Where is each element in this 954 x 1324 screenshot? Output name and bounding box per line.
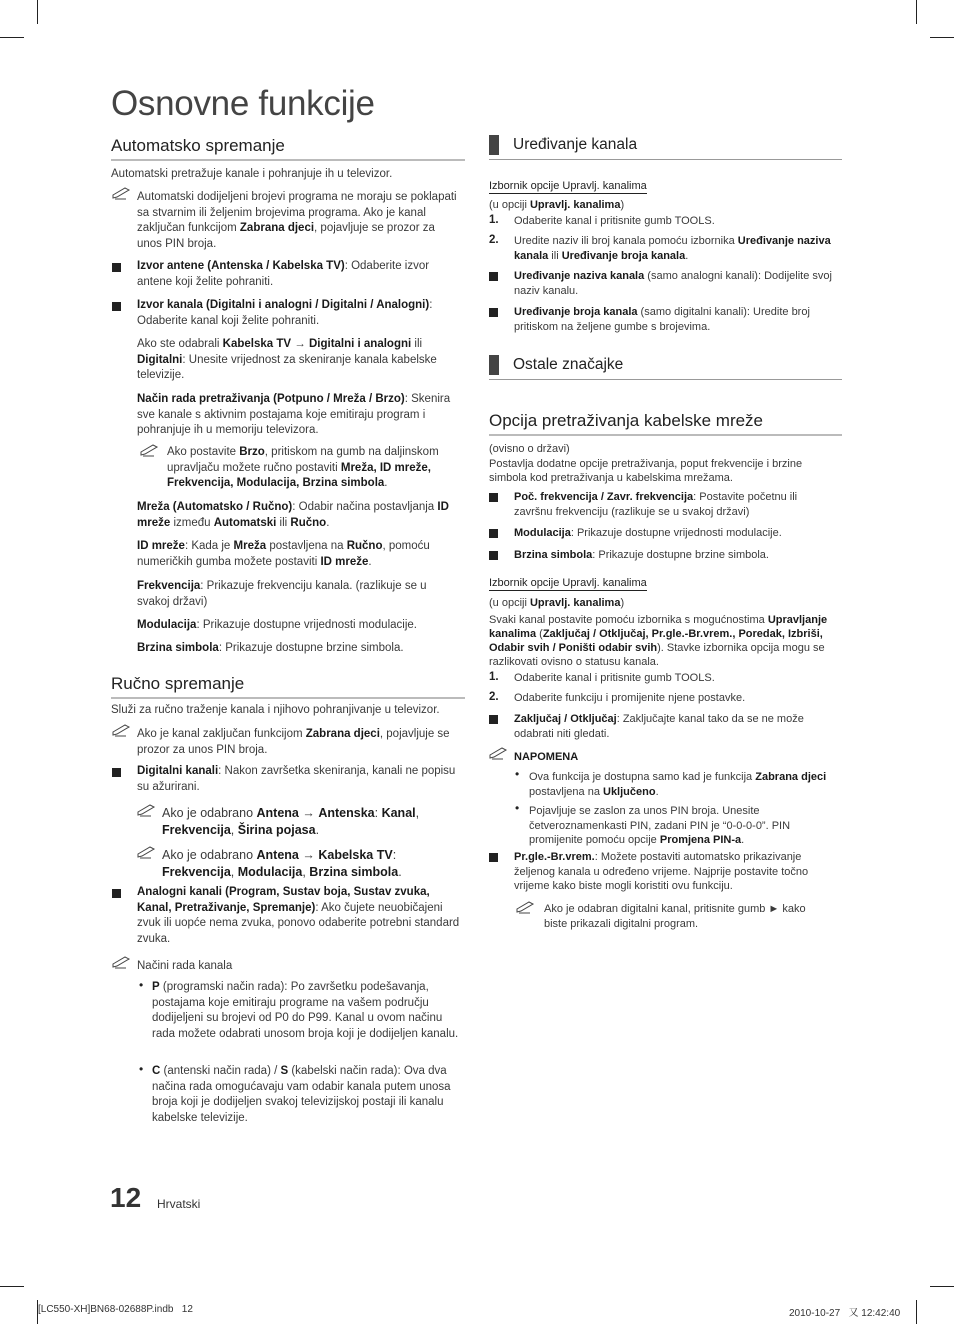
paragraph: Ako ste odabrali Kabelska TV → Digitalni i analogni ili Digitalni: Unesite vrijednost za skeniranje kanala kabelske televizije. xyxy=(137,338,437,381)
bullet-text: Poč. frekvencija / Zavr. frekvencija: Postavite početnu ili završnu frekvenciju (razlikuje se u svakoj državi) xyxy=(514,491,798,518)
section-automatsko-spremanje xyxy=(111,136,465,161)
step-number: 2. xyxy=(489,691,499,703)
bullet-text: Uređivanje naziva kanala (samo analogni kanali): Dodijelite svoj naziv kanalu. xyxy=(514,270,832,297)
menu-link: Izbornik opcije Upravlj. kanalima xyxy=(489,577,647,589)
note-icon xyxy=(112,723,131,737)
bullet-text: Analogni kanali (Program, Sustav boja, Sustav zvuka, Kanal, Pretraživanje, Spremanje): Ako čujete neuobičajeni zvuk ili uopće nema zvuka, ponovo odaberite potrebni standard zvuka. xyxy=(137,886,460,945)
bullet-dot: • xyxy=(515,801,520,815)
note-icon xyxy=(516,900,535,914)
note-icon xyxy=(112,955,131,969)
dot-text: C (antenski način rada) / S (kabelski način rada): Ova dva načina rada omogućavaju vam odabir kanala putem unosa broja koji je dodijeljen svakoj televizijskoj postaji ili kanalu kabelske televizije. xyxy=(152,1065,451,1124)
bullet-text: Modulacija: Prikazuje dostupne vrijednosti modulacije. xyxy=(514,527,782,539)
section-heading: Ručno spremanje xyxy=(111,674,465,699)
intro-text: Služi za ručno traženje kanala i njihovo pohranjivanje u televizor. xyxy=(111,704,440,716)
dot-text: Pojavljuje se zaslon za unos PIN broja. Unesite četveroznamenkasti PIN, zadani PIN je “0-0-0-0”. PIN promijenite pomoću opcije Promjena PIN-a. xyxy=(529,805,791,846)
section-opcija-pretrazivanja xyxy=(489,411,842,436)
bullet-square xyxy=(112,889,121,898)
section-heading: Opcija pretraživanja kabelske mreže xyxy=(489,411,842,436)
bullet-text: Brzina simbola: Prikazuje dostupne brzine simbola. xyxy=(514,549,769,561)
intro-text: Automatski pretražuje kanale i pohranjuje ih u televizor. xyxy=(111,168,393,180)
step-text: Odaberite kanal i pritisnite gumb TOOLS. xyxy=(514,672,715,684)
paragraph: (ovisno o državi) xyxy=(489,443,570,455)
bullet-text: Uređivanje broja kanala (samo digitalni kanali): Uredite broj pritiskom na željene gumbe s brojevima. xyxy=(514,306,810,333)
note-icon xyxy=(489,746,508,760)
note-text: Ako postavite Brzo, pritiskom na gumb na daljinskom upravljaču možete ručno postaviti Mreža, ID mreže, Frekvencija, Modulacija, Brzina simbola. xyxy=(167,446,439,489)
note-icon xyxy=(137,803,156,817)
dot-text: Ova funkcija je dostupna samo kad je funkcija Zabrana djeci postavljena na Uključeno. xyxy=(529,771,827,798)
paragraph: Postavlja dodatne opcije pretraživanja, poput frekvencije i brzine simbola kod pretraživanja u kabelskima mrežama. xyxy=(489,458,803,484)
bullet-dot: • xyxy=(139,978,144,992)
bullet-square xyxy=(112,768,121,777)
bullet-square xyxy=(489,272,498,281)
section-heading: Automatsko spremanje xyxy=(111,136,465,161)
paragraph: Način rada pretraživanja (Potpuno / Mreža / Brzo): Skenira sve kanale s aktivnim postajama koje emitiraju program i pohranjuje ih u memoriju televizora. xyxy=(137,393,451,436)
page-title: Osnovne funkcije xyxy=(111,84,375,123)
paragraph: ID mreže: Kada je Mreža postavljena na Ručno, pomoću numeričkih gumba možete postaviti ID mreže. xyxy=(137,540,430,568)
bullet-text: Pr.gle.-Br.vrem.: Možete postaviti automatsko prikazivanje željenog kanala u određeno vrijeme. Najprije postavite točno vrijeme kako biste mogli koristiti ovu funkciju. xyxy=(514,851,809,892)
section-heading: Ostale značajke xyxy=(513,356,624,373)
step-number: 2. xyxy=(489,234,499,246)
section-uredivanje-kanala xyxy=(489,135,842,160)
bullet-text: Digitalni kanali: Nakon završetka skeniranja, kanali ne popisu su ažurirani. xyxy=(137,765,456,793)
step-number: 1. xyxy=(489,214,499,226)
note-text: Ako je kanal zaključan funkcijom Zabrana djeci, pojavljuje se prozor za unos PIN broja. xyxy=(137,728,450,756)
section-heading: Uređivanje kanala xyxy=(513,136,638,153)
language-label: Hrvatski xyxy=(157,1197,201,1211)
bullet-text: Zaključaj / Otključaj: Zaključajte kanal tako da se ne može odabrati niti gledati. xyxy=(514,713,804,740)
paragraph: (u opciji Upravlj. kanalima) xyxy=(489,597,625,609)
print-date: 2010-10-27 又 12:42:40 xyxy=(789,1308,901,1319)
section-ostale-znacajke xyxy=(489,355,842,380)
step-text: Odaberite funkciju i promijenite njene postavke. xyxy=(514,692,746,704)
bullet-square xyxy=(112,302,121,311)
bullet-square xyxy=(489,715,498,724)
paragraph: Brzina simbola: Prikazuje dostupne brzine simbola. xyxy=(137,642,404,654)
dot-text: P (programski način rada): Po završetku podešavanja, postajama koje emitiraju programe na vašem području dodijeljeni su brojevi od P0 do P99. Kanal u ovom načinu rada možete odabrati unosom broja koji je dodijeljen kanalu. xyxy=(152,981,459,1040)
bullet-text: Izvor antene (Antenska / Kabelska TV): Odaberite izvor antene koji želite pohraniti. xyxy=(137,260,430,288)
bullet-square xyxy=(489,551,498,560)
heading-bar-icon xyxy=(489,355,499,375)
step-number: 1. xyxy=(489,671,499,683)
note-text: Ako je odabrano Antena → Kabelska TV: Frekvencija, Modulacija, Brzina simbola. xyxy=(162,848,402,879)
bullet-dot: • xyxy=(515,767,520,781)
step-text: Uredite naziv ili broj kanala pomoću izbornika Uređivanje naziva kanala ili Uređivanje broja kanala. xyxy=(514,235,831,262)
paragraph: Frekvencija: Prikazuje frekvenciju kanala. (razlikuje se u svakoj državi) xyxy=(137,580,427,608)
bullet-square xyxy=(489,493,498,502)
bullet-square xyxy=(489,308,498,317)
note-label: NAPOMENA xyxy=(514,751,579,763)
paragraph: (u opciji Upravlj. kanalima) xyxy=(489,199,625,211)
note-text: Ako je odabrano Antena → Antenska: Kanal, Frekvencija, Širina pojasa. xyxy=(162,806,420,837)
paragraph: Svaki kanal postavite pomoću izbornika s mogućnostima Upravljanje kanalima (Zaključaj / Otključaj, Pr.gle.-Br.vrem., Poredak, Izbriši, Odabir svih / Poništi odabir svih). Stavke izbornika opcija mogu se razlikovati ovisno o statusu kanala. xyxy=(489,614,828,668)
note-icon xyxy=(140,443,159,457)
file-info: [LC550-XH]BN68-02688P.indb 12 xyxy=(38,1304,193,1315)
section-rucno-spremanje xyxy=(111,674,465,699)
bullet-dot: • xyxy=(139,1062,144,1076)
heading-bar-icon xyxy=(489,135,499,155)
paragraph: Modulacija: Prikazuje dostupne vrijednosti modulacije. xyxy=(137,619,417,631)
note-text: Ako je odabran digitalni kanal, pritisnite gumb ► kako biste prikazali digitalni program. xyxy=(544,903,806,930)
bullet-text: Izvor kanala (Digitalni i analogni / Digitalni / Analogni): Odaberite kanal koji želite pohraniti. xyxy=(137,299,433,327)
bullet-square xyxy=(112,263,121,272)
note-text: Automatski dodijeljeni brojevi programa ne moraju se poklapati sa stvarnim ili željenim brojevima programa. Ako je kanal zaključan funkcijom Zabrana djeci, pojavljuje se prozor za unos PIN broja. xyxy=(137,191,457,250)
step-text: Odaberite kanal i pritisnite gumb TOOLS. xyxy=(514,215,715,227)
paragraph: Mreža (Automatsko / Ručno): Odabir načina postavljanja ID mreže između Automatski ili Ručno. xyxy=(137,501,449,529)
note-text: Načini rada kanala xyxy=(137,960,233,972)
page-number: 12 xyxy=(110,1182,142,1213)
menu-link: Izbornik opcije Upravlj. kanalima xyxy=(489,180,647,192)
bullet-square xyxy=(489,529,498,538)
note-icon xyxy=(137,845,156,859)
note-icon xyxy=(112,186,131,200)
bullet-square xyxy=(489,853,498,862)
